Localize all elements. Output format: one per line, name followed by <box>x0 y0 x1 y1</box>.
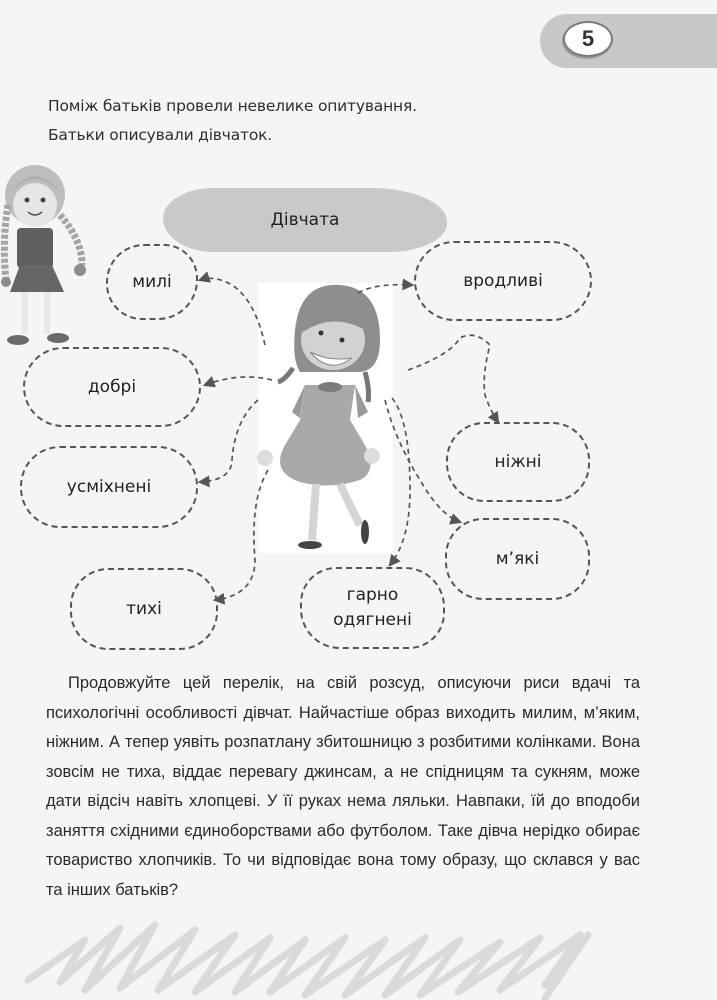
page-number: 5 <box>563 21 613 57</box>
bubble-miaki <box>445 518 590 600</box>
bubble-label: добрі <box>87 376 137 397</box>
intro-line-2: Батьки описували дівчаток. <box>48 126 273 144</box>
bubble-usmikhneni <box>20 446 198 528</box>
bubble-nizhni <box>446 422 590 502</box>
bubble-label: усміхнені <box>66 476 152 497</box>
bubble-dobri <box>23 347 201 427</box>
body-text <box>46 669 640 905</box>
intro-line-1: Поміж батьків провели невелике опитування. <box>48 97 417 115</box>
bubble-label-line-2: одягнені <box>333 610 412 630</box>
bubble-tykhi <box>70 568 218 650</box>
connector-mili <box>200 278 265 345</box>
bubble-harno-odiahneni <box>300 567 445 649</box>
bubble-label: тихі <box>126 598 162 619</box>
connector-usmikhneni <box>200 400 258 482</box>
body-paragraph: Продовжуйте цей перелік, на свій розсуд, описуючи риси вдачі та психологічні особливості дівчат. Найчастіше образ виходить милим, м’яким, ніжним. А тепер уявіть розпатлану збитошницю з розбитими колінками. Вона зовсім не тиха, віддає перевагу джинсам, а не спідницям та сукням, може дати відсіч навіть хлопцеві. У її руках нема ляльки. Навпаки, їй до вподоби заняття східними єдиноборствами або футболом. Таке дівча нерідко обирає товариство хлопчиків. То чи відповідає вона тому образу, що склався у вас та інших батьків? <box>46 674 640 899</box>
bubble-vrodlyvi <box>414 241 592 321</box>
girl-with-braids-illustration <box>1 165 86 345</box>
connector-dobri <box>205 377 272 385</box>
bubble-mili <box>106 244 198 320</box>
smiling-girl-in-dress-illustration <box>257 285 380 549</box>
connector-harno <box>390 398 410 565</box>
bubble-label-line-1: гарно <box>346 585 399 605</box>
connector-nizhni <box>408 335 498 422</box>
connector-tykhi <box>215 470 268 600</box>
diagram-title: Дівчата <box>270 210 340 230</box>
bubble-label: вродливі <box>463 270 543 291</box>
grey-zigzag-scribble <box>28 925 588 998</box>
bubble-label: милі <box>132 271 172 292</box>
bubble-label: м’які <box>495 548 540 569</box>
bubble-label: ніжні <box>494 451 542 472</box>
connector-vrodlyvi <box>358 285 412 293</box>
